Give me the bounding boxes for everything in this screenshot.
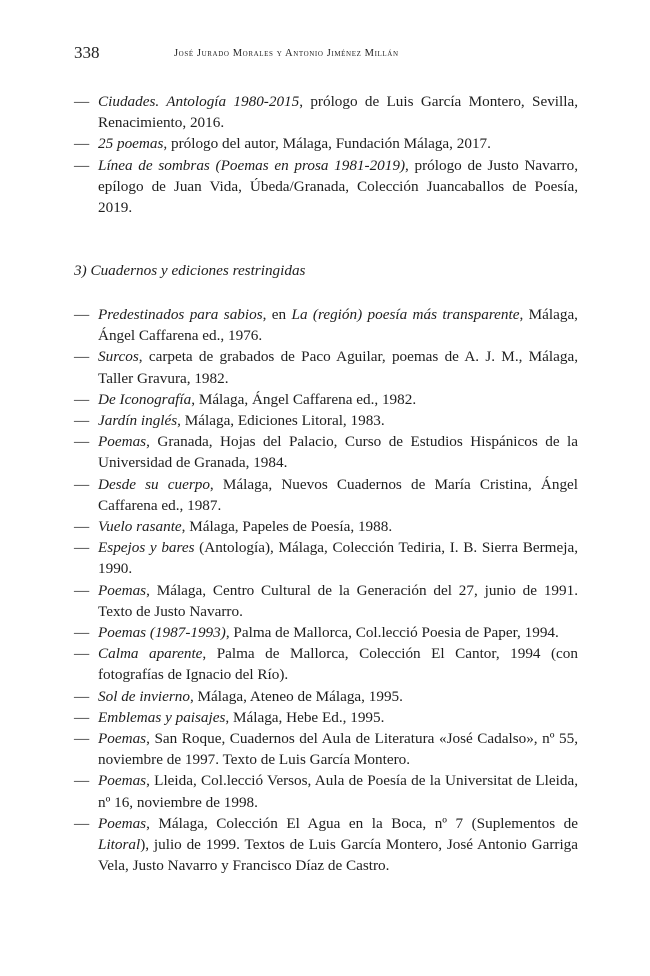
- em-dash: —: [74, 814, 90, 832]
- em-dash: —: [74, 581, 90, 599]
- section-heading: 3) Cuadernos y ediciones restringidas: [74, 262, 306, 279]
- bibliography-list-books: [74, 91, 578, 218]
- work-title: Sol de invierno: [98, 687, 190, 705]
- work-title: Calma aparente: [98, 645, 203, 663]
- list-item: [74, 474, 578, 516]
- work-title: Surcos: [98, 348, 139, 366]
- entry-details: , Palma de Mallorca, Col.lecció Poesia de Paper, 1994.: [225, 624, 559, 642]
- list-item: [74, 686, 578, 707]
- entry-details: , Lleida, Col.lecció Versos, Aula de Poesía de la Universitat de Lleida, nº 16, noviembre de 1998.: [98, 772, 578, 811]
- entry-details: , Málaga, Hebe Ed., 1995.: [225, 708, 385, 726]
- work-title: Vuelo rasante: [98, 518, 182, 536]
- journal-title: Litoral: [98, 836, 141, 854]
- list-item: [74, 389, 578, 410]
- bibliography-list-chapbooks: [74, 304, 578, 876]
- list-item: [74, 728, 578, 770]
- work-title: 25 poemas: [98, 135, 164, 153]
- entry-details: , Málaga, Ediciones Litoral, 1983.: [177, 412, 385, 430]
- work-title: Poemas: [98, 814, 147, 832]
- list-item: [74, 622, 578, 643]
- entry-details: , carpeta de grabados de Paco Aguilar, poemas de A. J. M., Málaga, Taller Gravura, 1982.: [98, 348, 578, 387]
- em-dash: —: [74, 645, 90, 663]
- entry-details: , Málaga, Nuevos Cuadernos de María Cristina, Ángel Caffarena ed., 1987.: [98, 475, 578, 514]
- list-item: [74, 813, 578, 877]
- entry-details: , Málaga, Ángel Caffarena ed., 1982.: [191, 390, 417, 408]
- entry-details: , Málaga, Papeles de Poesía, 1988.: [181, 518, 393, 536]
- entry-details: , Málaga, Colección El Agua en la Boca, nº 7 (Suplementos de: [146, 814, 578, 832]
- list-item: [74, 346, 578, 388]
- list-item: [74, 643, 578, 685]
- list-item: [74, 537, 578, 579]
- anthology-title: La (región) poesía más transparente: [291, 306, 520, 323]
- list-item: [74, 770, 578, 812]
- work-title: Línea de sombras (Poemas en prosa 1981-2019): [98, 156, 406, 174]
- list-item: [74, 707, 578, 728]
- work-title: Poemas: [98, 581, 147, 599]
- em-dash: —: [74, 708, 90, 726]
- work-title: Poemas: [98, 730, 147, 748]
- entry-details: , prólogo de Luis García Montero, Sevilla, Renacimiento, 2016.: [98, 93, 578, 132]
- entry-details: , Granada, Hojas del Palacio, Curso de Estudios Hispánicos de la Universidad de Granada, 1984.: [98, 433, 578, 472]
- list-item: [74, 516, 578, 537]
- em-dash: —: [74, 433, 90, 451]
- work-title: Poemas: [98, 433, 147, 451]
- entry-connector: , en: [262, 306, 292, 323]
- em-dash: —: [74, 518, 90, 536]
- work-title: De Iconografía: [98, 390, 192, 408]
- work-title: Espejos y bares: [98, 539, 195, 557]
- entry-details: , Málaga, Centro Cultural de la Generación del 27, junio de 1991. Texto de Justo Navarro.: [98, 581, 578, 620]
- em-dash: —: [74, 687, 90, 705]
- em-dash: —: [74, 475, 90, 493]
- em-dash: —: [74, 624, 90, 642]
- entry-details: , San Roque, Cuadernos del Aula de Literatura «José Cadalso», nº 55, noviembre de 1997. Texto de Luis García Montero.: [98, 730, 578, 769]
- entry-details: , prólogo de Justo Navarro, epílogo de Juan Vida, Úbeda/Granada, Colección Juancaballos de Poesía, 2019.: [98, 156, 579, 217]
- em-dash: —: [74, 135, 90, 153]
- list-item: [74, 133, 578, 154]
- list-item: [74, 580, 578, 622]
- em-dash: —: [74, 390, 90, 408]
- list-item: [74, 91, 578, 133]
- work-title: Jardín inglés: [98, 412, 178, 430]
- list-item: [74, 410, 578, 431]
- em-dash: —: [74, 156, 90, 174]
- work-title: Predestinados para sabios: [98, 306, 263, 323]
- list-item: [74, 304, 578, 346]
- work-title: Emblemas y paisajes: [98, 708, 226, 726]
- em-dash: —: [74, 412, 90, 430]
- em-dash: —: [74, 348, 90, 366]
- em-dash: —: [74, 306, 90, 323]
- running-head: José Jurado Morales y Antonio Jiménez Millán: [174, 48, 399, 59]
- list-item: [74, 431, 578, 473]
- em-dash: —: [74, 730, 90, 748]
- entry-details: , Málaga, Ateneo de Málaga, 1995.: [189, 687, 403, 705]
- entry-details: (Antología), Málaga, Colección Tediria, I. B. Sierra Bermeja, 1990.: [98, 539, 578, 578]
- work-title: Poemas (1987-1993): [98, 624, 226, 642]
- em-dash: —: [74, 93, 90, 110]
- entry-details-end: ), julio de 1999. Textos de Luis García Montero, José Antonio Garriga Vela, Justo Navarro y Francisco Díaz de Castro.: [98, 836, 578, 875]
- page-number: 338: [74, 43, 100, 62]
- entry-details: , prólogo del autor, Málaga, Fundación Málaga, 2017.: [163, 135, 491, 153]
- entry-details: , Málaga, Ángel Caffarena ed., 1976.: [98, 306, 578, 345]
- page-header: [74, 41, 578, 65]
- work-title: Ciudades. Antología 1980-2015: [98, 93, 300, 110]
- em-dash: —: [74, 539, 90, 557]
- entry-details: , Palma de Mallorca, Colección El Cantor, 1994 (con fotografías de Ignacio del Río).: [98, 645, 578, 684]
- work-title: Poemas: [98, 772, 147, 790]
- list-item: [74, 155, 578, 219]
- em-dash: —: [74, 772, 90, 790]
- work-title: Desde su cuerpo: [98, 475, 210, 493]
